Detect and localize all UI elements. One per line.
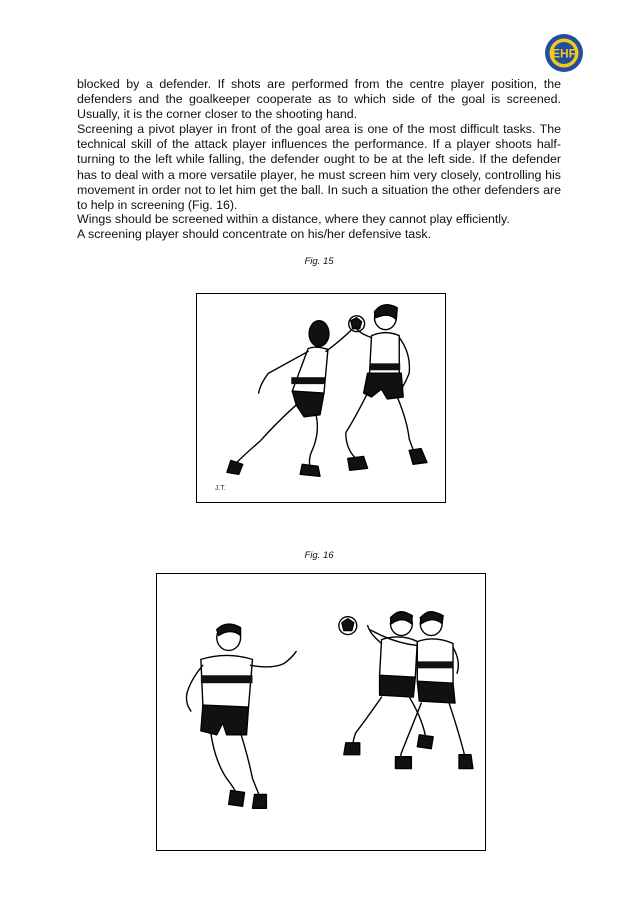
figure-15-caption: Fig. 15 [304,256,334,267]
paragraph-pivot-screening: Screening a pivot player in front of the goal area is one of the most difficult tasks. The technical skill of the attack player influences the performance. If a player shoots half-turning to the left while falling, the defender ought to be at the left side. If the defender has to deal with a more versatile player, he must screen him very closely, controlling his movement in order not to let him get the ball. In such a situation the other defenders are to help in screening (Fig. 16). [77,122,561,213]
figure-15 [196,293,446,503]
paragraph-defensive-task: A screening player should concentrate on his/her defensive task. [77,227,432,241]
paragraph-wings: Wings should be screened within a distance, where they cannot play efficiently. [77,212,510,226]
paragraph-centre-screening: blocked by a defender. If shots are performed from the centre player position, the defenders and the goalkeeper cooperate as to which side of the goal is screened. Usually, it is the corner closer to the shooting hand. [77,77,561,122]
ehf-logo [544,33,584,73]
figure-16-illustration [157,574,485,850]
figure-16 [156,573,486,851]
figure-15-signature: J.T. [215,485,226,493]
figure-15-illustration [197,294,445,502]
figure-16-caption: Fig. 16 [304,550,334,561]
svg-text:EHF: EHF [552,46,576,61]
